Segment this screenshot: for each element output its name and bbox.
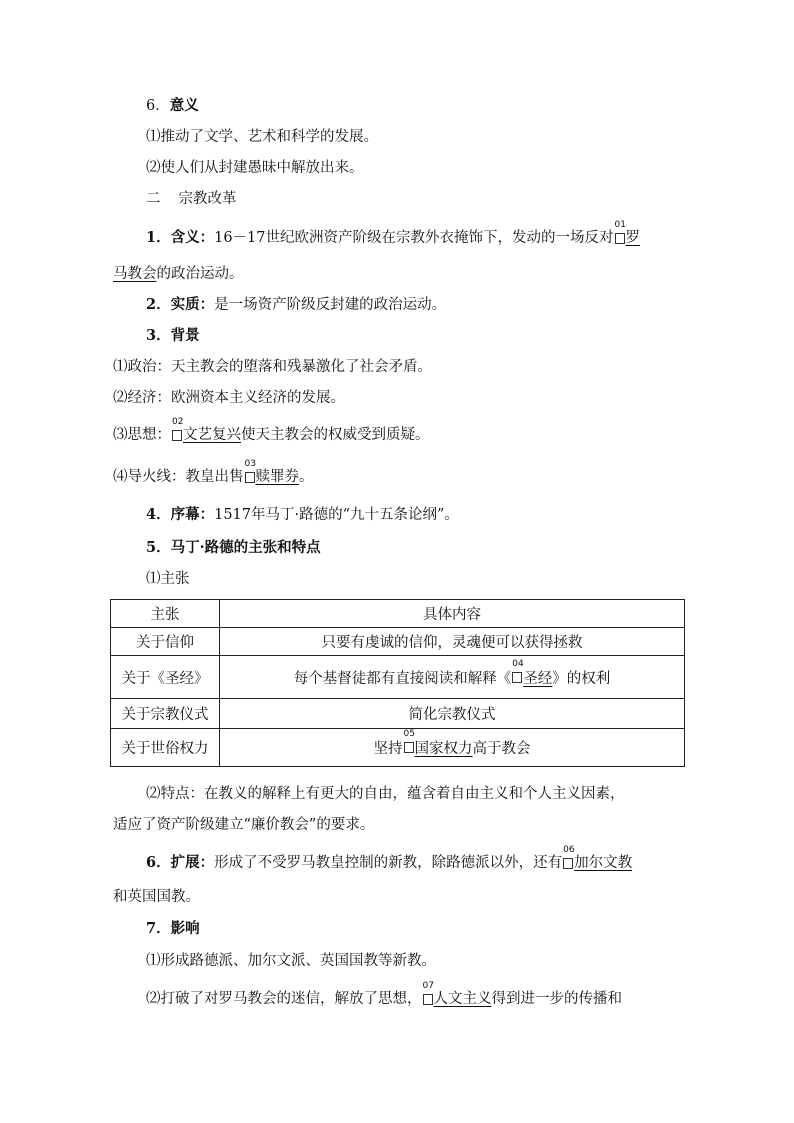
p5-item-1: ⑴主张 (146, 571, 190, 587)
table-row (111, 729, 685, 767)
p6-line-2: 和英国国教。 (113, 889, 200, 905)
p7-item-1: ⑴形成路德派、加尔文派、英国国教等新教。 (146, 953, 436, 969)
table-cell: 每个基督徒都有直接阅读和解释《 04 圣经》的权利 (220, 656, 685, 699)
p6-line-1: 6．扩展：形成了不受罗马教皇控制的新教，除路德派以外，还有 06 加尔文教 (146, 845, 633, 871)
table-row (111, 699, 685, 729)
table-cell: 只要有虔诚的信仰，灵魂便可以获得拯救 (220, 628, 685, 656)
blank-marker-icon: 04 (512, 667, 523, 687)
blank-marker-icon: 05 (404, 737, 415, 757)
table-cell: 坚持 05 国家权力高于教会 (220, 729, 685, 767)
p4: 4．序幕：1517年马丁·路德的“九十五条论纲”。 (146, 506, 459, 523)
table-header-row (111, 600, 685, 628)
table-cell: 关于世俗权力 (111, 729, 220, 767)
blank-marker-icon: 02 (172, 425, 183, 445)
p7-item-2: ⑵打破了对罗马教会的迷信，解放了思想， 07 人文主义得到进一步的传播和 (146, 981, 622, 1007)
section-2-heading: 二 宗教改革 (146, 191, 237, 207)
table-header: 主张 (111, 600, 220, 628)
table-row (111, 628, 685, 656)
p1-line-2: 马教会的政治运动。 (113, 266, 244, 282)
p3-heading: 3．背景 (146, 327, 200, 344)
p3-item-4: ⑷导火线：教皇出售 03 赎罪券。 (113, 459, 314, 485)
table-cell: 关于宗教仪式 (111, 699, 220, 729)
p3-item-1: ⑴政治：天主教会的堕落和残暴激化了社会矛盾。 (113, 359, 432, 375)
section-6-heading: 6．意义 (146, 97, 199, 114)
p1-line-1: 1．含义：16－17世纪欧洲资产阶级在宗教外衣掩饰下，发动的一场反对 01 罗 (146, 220, 640, 246)
blank-marker-icon: 01 (615, 228, 626, 248)
blank-marker-icon: 03 (245, 467, 256, 487)
doctrine-table (110, 599, 685, 767)
table-cell: 关于《圣经》 (111, 656, 220, 699)
table-row (111, 656, 685, 699)
s6-item-1: ⑴推动了文学、艺术和科学的发展。 (146, 129, 378, 145)
p5-item-2-line-1: ⑵特点：在教义的解释上有更大的自由，蕴含着自由主义和个人主义因素， (146, 786, 625, 802)
p3-item-2: ⑵经济：欧洲资本主义经济的发展。 (113, 390, 345, 406)
table-header: 具体内容 (220, 600, 685, 628)
p5-heading: 5．马丁·路德的主张和特点 (146, 539, 321, 556)
p7-heading: 7．影响 (146, 920, 200, 937)
table-cell: 关于信仰 (111, 628, 220, 656)
blank-marker-icon: 06 (563, 853, 574, 873)
p5-item-2-line-2: 适应了资产阶级建立“廉价教会”的要求。 (113, 817, 375, 833)
blank-marker-icon: 07 (423, 989, 434, 1009)
table-cell: 简化宗教仪式 (220, 699, 685, 729)
p2: 2．实质：是一场资产阶级反封建的政治运动。 (146, 296, 447, 313)
s6-item-2: ⑵使人们从封建愚昧中解放出来。 (146, 160, 364, 176)
p3-item-3: ⑶思想： 02 文艺复兴使天主教会的权威受到质疑。 (113, 417, 430, 443)
